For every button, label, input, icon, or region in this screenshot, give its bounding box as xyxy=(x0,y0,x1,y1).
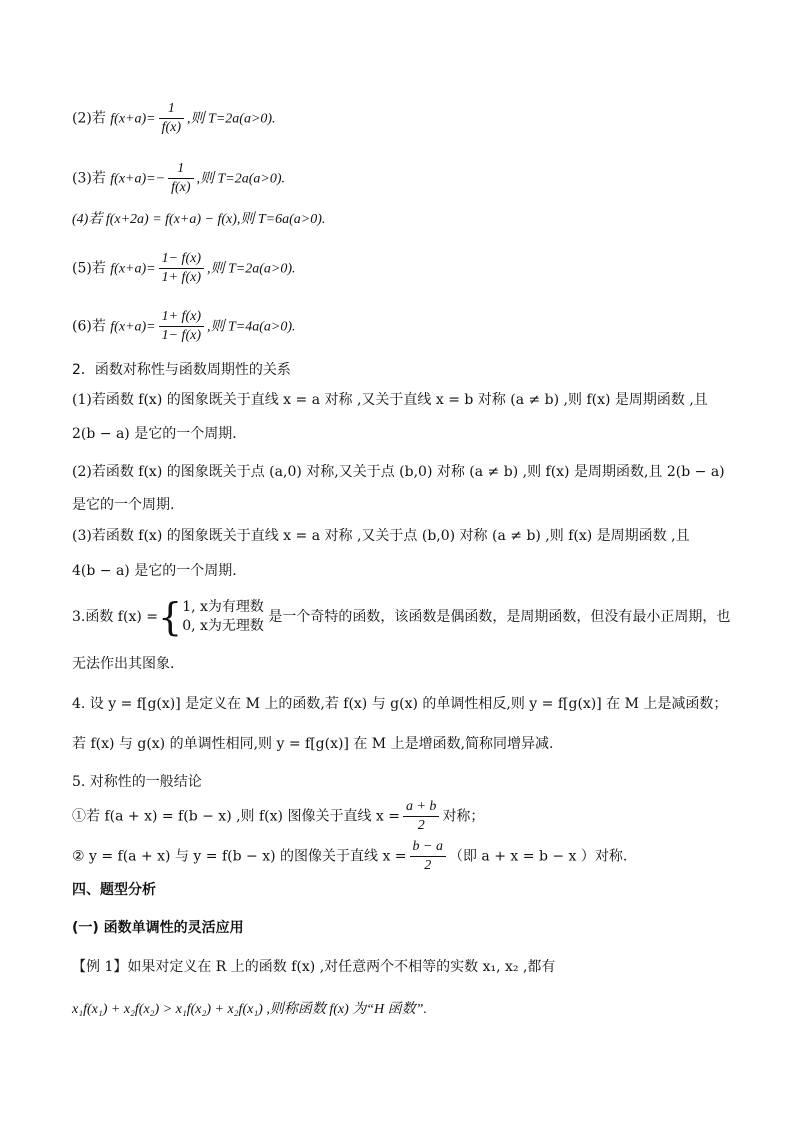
rule-lhs: f(x+a)=− xyxy=(110,171,166,187)
fraction-denominator: 1− f(x) xyxy=(161,328,201,343)
period-rule-2 xyxy=(72,100,734,137)
symmetry-rule-1-tail: 对称； xyxy=(442,808,485,825)
section-2-p3-line1: (3)若函数 f(x) 的图象既关于直线 x = a 对称 ,又关于点 (b,0) 对称 (a ≠ b) ,则 f(x) 是周期函数 ,且 xyxy=(72,528,690,544)
fraction xyxy=(159,100,184,137)
rule-tail: ,则 T=4a(a>0). xyxy=(206,319,296,335)
section-5-title: 5. 对称性的一般结论 xyxy=(72,774,202,790)
fraction xyxy=(410,838,446,875)
fraction xyxy=(403,798,439,835)
fraction-denominator: f(x) xyxy=(161,120,182,135)
rule-lhs: f(x+a)= xyxy=(110,261,156,277)
subsection-heading-1: (一) 函数单调性的灵活应用 xyxy=(72,920,244,936)
symmetry-rule-2: ② y = f(a + x) 与 y = f(b − x) 的图像关于直线 x = xyxy=(72,848,407,865)
fraction xyxy=(159,250,204,287)
section-2-p2-line1: (2)若函数 f(x) 的图象既关于点 (a,0) 对称,又关于点 (b,0) 对称 (a ≠ b) ,则 f(x) 是周期函数,且 2(b − a) xyxy=(72,464,725,480)
section-2-p1-line2: 2(b − a) 是它的一个周期. xyxy=(72,426,237,442)
period-rule-6 xyxy=(72,308,734,345)
section-2-p2-line2: 是它的一个周期. xyxy=(72,497,175,513)
period-rule-4: (4)若 f(x+2a) = f(x+a) − f(x),则 T=6a(a>0). xyxy=(72,212,326,227)
fraction-denominator: f(x) xyxy=(171,180,191,195)
fraction-numerator: 1 xyxy=(168,160,193,179)
dirichlet-prefix: 3.函数 f(x) = xyxy=(72,609,158,625)
piecewise-cases xyxy=(182,598,264,636)
example-1-line1: 【例 1】如果对定义在 R 上的函数 f(x) ,对任意两个不相等的实数 x₁, x₂ ,都有 xyxy=(72,959,556,975)
section-4-line2: 若 f(x) 与 g(x) 的单调性相同,则 y = f[g(x)] 在 M 上是增函数,简称同增异减. xyxy=(72,736,554,752)
fraction-denominator: 1+ f(x) xyxy=(161,270,201,285)
fraction-numerator: 1+ f(x) xyxy=(159,308,204,327)
case-rational: 1, x为有理数 xyxy=(182,599,264,615)
section-2-title: 2．函数对称性与函数周期性的关系 xyxy=(72,362,291,378)
rule-prefix: (2)若 xyxy=(72,110,111,127)
section-heading-4: 四、题型分析 xyxy=(72,882,156,898)
rule-lhs: f(x+a)= xyxy=(110,319,156,335)
dirichlet-description: 是一个奇特的函数，该函数是偶函数，是周期函数，但没有最小正周期，也 xyxy=(268,609,731,625)
rule-tail: ,则 T=2a(a>0). xyxy=(206,261,296,277)
section-5-line1 xyxy=(72,798,734,835)
section-4-line1: 4. 设 y = f[g(x)] 是定义在 M 上的函数,若 f(x) 与 g(x) 的单调性相反,则 y = f[g(x)] 在 M 上是减函数； xyxy=(72,696,728,712)
fraction-denominator: 2 xyxy=(417,818,425,833)
fraction xyxy=(168,160,193,197)
rule-tail: ,则 T=2a(a>0). xyxy=(187,111,276,127)
example-1-line2: x₁f(x₁) + x₂f(x₂) > x₁f(x₂) + x₂f(x₁) ,则称函数 f(x) 为“H 函数”. xyxy=(72,1002,427,1017)
section-3-line1 xyxy=(72,595,734,639)
rule-prefix: (5)若 xyxy=(72,260,111,277)
section-2-p3-line2: 4(b − a) 是它的一个周期. xyxy=(72,563,237,579)
fraction-denominator: 2 xyxy=(424,858,432,873)
rule-prefix: (6)若 xyxy=(72,318,111,335)
fraction-numerator: 1 xyxy=(159,100,184,119)
symmetry-rule-2-tail: （即 a + x = b − x ）对称. xyxy=(448,848,628,865)
fraction-numerator: a + b xyxy=(403,798,439,817)
section-5-line2 xyxy=(72,838,734,875)
rule-lhs: f(x+a)= xyxy=(110,111,156,127)
period-rule-3 xyxy=(72,160,734,197)
period-rule-5 xyxy=(72,250,734,287)
fraction-numerator: 1− f(x) xyxy=(159,250,204,269)
rule-prefix: (3)若 xyxy=(72,170,111,187)
fraction-numerator: b − a xyxy=(410,838,446,857)
fraction xyxy=(159,308,204,345)
case-irrational: 0, x为无理数 xyxy=(182,618,264,634)
rule-tail: ,则 T=2a(a>0). xyxy=(196,171,286,187)
left-brace: { xyxy=(158,595,183,639)
section-3-line2: 无法作出其图象. xyxy=(72,656,175,672)
symmetry-rule-1: ①若 f(a + x) = f(b − x) ,则 f(x) 图像关于直线 x = xyxy=(72,808,400,825)
section-2-p1-line1: (1)若函数 f(x) 的图象既关于直线 x = a 对称 ,又关于直线 x = b 对称 (a ≠ b) ,则 f(x) 是周期函数 ,且 xyxy=(72,392,708,408)
